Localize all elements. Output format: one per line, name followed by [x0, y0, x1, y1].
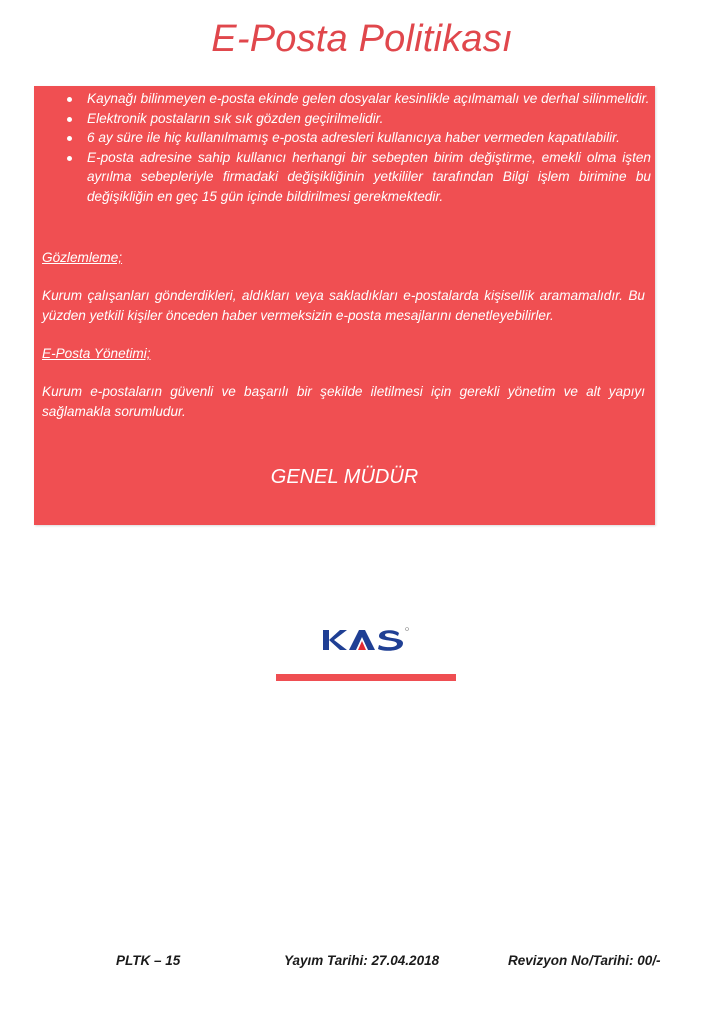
section-heading-gozlemleme: Gözlemleme; — [42, 250, 123, 265]
company-logo — [276, 620, 456, 682]
policy-bullet-list — [34, 89, 655, 206]
section-text-gozlemleme: Kurum çalışanları gönderdikleri, aldıkları veya sakladıkları e-postalarda kişisellik aramamalıdır. Bu yüzden yetkili kişiler önceden haber vermeksizin e-posta mesajlarını denetleyebilirler. — [42, 288, 645, 323]
footer-revision: Revizyon No/Tarihi: 00/- — [508, 953, 661, 968]
bullet-text: Elektronik postaların sık sık gözden geçirilmelidir. — [87, 110, 384, 126]
bullet-text: 6 ay süre ile hiç kullanılmamış e-posta adresleri kullanıcıya haber vermeden kapatılabilir. — [87, 130, 620, 145]
logo-underline-bar — [276, 674, 456, 681]
bullet-icon — [67, 117, 72, 122]
bullet-icon — [67, 97, 72, 102]
bullet-icon — [67, 156, 72, 161]
policy-content-box — [34, 86, 655, 525]
section-heading-eposta-yonetimi: E-Posta Yönetimi; — [42, 346, 151, 361]
kas-logo-icon — [321, 625, 413, 655]
bullet-item — [67, 89, 651, 109]
bullet-text: Kaynağı bilinmeyen e-posta ekinde gelen dosyalar kesinlikle açılmamalı ve derhal silinmelidir. — [87, 91, 650, 106]
footer-publish-date: Yayım Tarihi: 27.04.2018 — [284, 953, 440, 968]
bullet-text: E-posta adresine sahip kullanıcı herhangi bir sebepten birim değiştirme, emekli olma işten ayrılma sebepleriyle firmadaki değişikliğinin yetkililer tarafından Bilgi işlem birimine bu değişikliğin en geç 15 gün içinde bildirilmesi gerekmektedir. — [87, 149, 651, 204]
signature: GENEL MÜDÜR — [270, 466, 419, 488]
bullet-item — [67, 128, 651, 148]
footer-doc-code: PLTK – 15 — [116, 953, 181, 968]
bullet-icon — [67, 136, 72, 141]
bullet-item — [67, 148, 651, 207]
page-title: E-Posta Politikası — [211, 18, 513, 60]
bullet-item — [67, 109, 651, 129]
section-text-eposta-yonetimi: Kurum e-postaların güvenli ve başarılı bir şekilde iletilmesi için gerekli yönetim ve alt yapıyı sağlamakla sorumludur. — [42, 384, 645, 419]
